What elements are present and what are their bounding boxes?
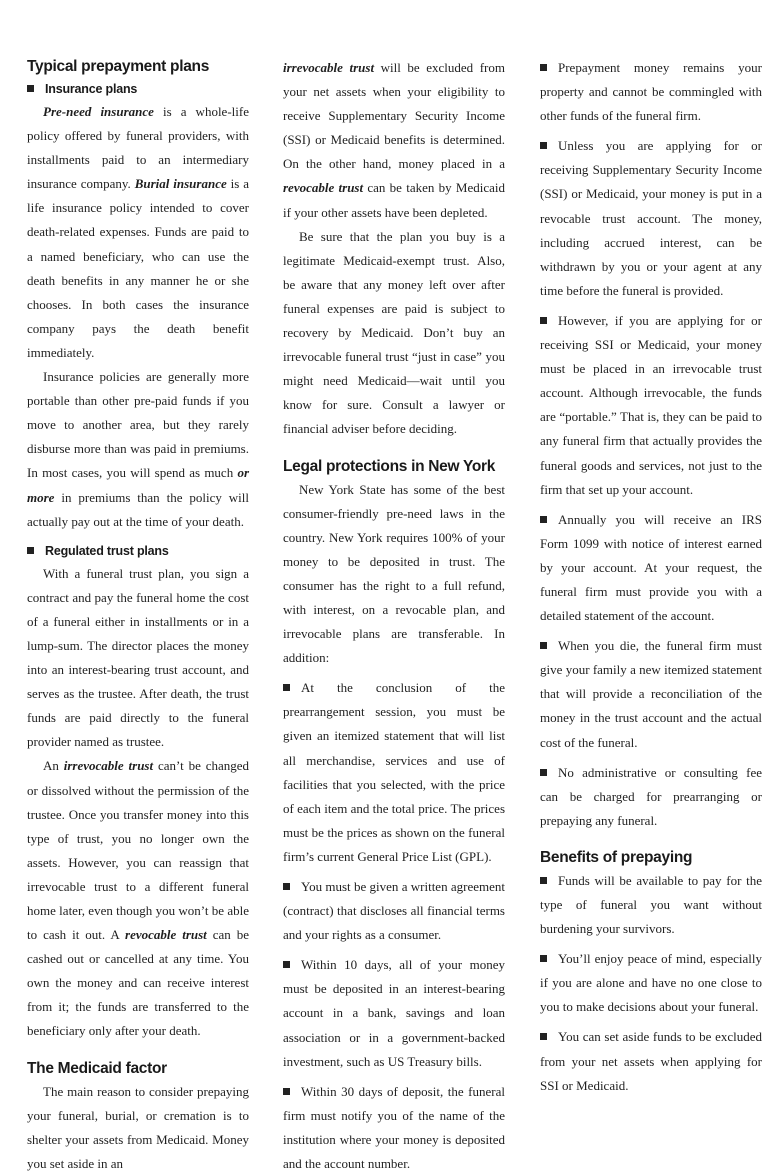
paragraph-regulated-2: An irrevocable trust can’t be changed or dissolved without the permission of the trustee. Once you transfer money into this type of trust, you no longer own the assets. However, you can reassign that irrevocable trust to a different funeral home later, even though you won’t be able to cash it out. A revocable trust can be cashed out or cancelled at any time. You own the money and can receive interest from it; the funds are transferred to the beneficiary only after your death. bbox=[27, 758, 250, 1039]
heading-legal-protections: Legal protections in New York bbox=[283, 457, 496, 475]
list-item: You can set aside funds to be excluded from your net assets when applying for SSI or Medicaid. bbox=[540, 1029, 762, 1093]
square-bullet-icon bbox=[27, 547, 34, 554]
square-bullet-icon bbox=[540, 1033, 547, 1040]
list-item: Annually you will receive an IRS Form 1099 with notice of interest earned by your account. At your request, the funeral firm must provide you with a detailed statement of the account. bbox=[540, 511, 762, 624]
list-item: Prepayment money remains your property and cannot be commingled with other funds of the funeral firm. bbox=[540, 60, 762, 124]
heading-typical-prepayment-plans: Typical prepayment plans bbox=[27, 58, 210, 75]
list-item: You’ll enjoy peace of mind, especially if you are alone and have no one close to you to make decisions about your funeral. bbox=[540, 951, 762, 1015]
subheading-regulated-trust-plans: Regulated trust plans bbox=[27, 540, 249, 562]
square-bullet-icon bbox=[540, 64, 547, 71]
square-bullet-icon bbox=[540, 317, 547, 324]
list-item: Within 10 days, all of your money must be deposited in an interest-bearing account in a bank, savings and loan association or in a government-backed investment, such as US Treasury bills. bbox=[283, 957, 505, 1069]
square-bullet-icon bbox=[540, 516, 547, 523]
square-bullet-icon bbox=[283, 1088, 290, 1095]
square-bullet-icon bbox=[540, 769, 547, 776]
column-2 bbox=[283, 56, 505, 1176]
list-item: Unless you are applying for or receiving Supplementary Security Income (SSI) or Medicaid, your money is put in a revocable trust account. The money, including accrued interest, can be withdrawn by you or your agent at any time before the funeral is provided. bbox=[540, 138, 762, 298]
paragraph-medicaid-1: The main reason to consider prepaying your funeral, burial, or cremation is to shelter your assets from Medicaid. Money you set aside in an bbox=[27, 1083, 249, 1171]
list-item: You must be given a written agreement (contract) that discloses all financial terms and your rights as a consumer. bbox=[283, 879, 505, 943]
paragraph-medicaid-continued: irrevocable trust will be excluded from your net assets when your eligibility to receive Supplementary Security Income (SSI) or Medicaid benefits is determined. On the other hand, money placed in a revocable trust can be taken by Medicaid if your other assets have been depleted. bbox=[283, 60, 505, 220]
paragraph-medicaid-2: Be sure that the plan you buy is a legitimate Medicaid-exempt trust. Also, be aware that any money left over after funeral expenses are paid is subject to recovery by Medicaid. Don’t buy an irrevocable funeral trust “just in case” you might need Medicaid—wait until you know for sure. Consult a lawyer or financial adviser before deciding. bbox=[283, 228, 505, 437]
square-bullet-icon bbox=[283, 883, 290, 890]
list-item: When you die, the funeral firm must give your family a new itemized statement that will provide a reconciliation of the money in the trust account and the actual cost of the funeral. bbox=[540, 638, 762, 750]
square-bullet-icon bbox=[540, 877, 547, 884]
square-bullet-icon bbox=[27, 85, 34, 92]
heading-benefits-of-prepaying: Benefits of prepaying bbox=[540, 848, 693, 866]
list-item: However, if you are applying for or receiving SSI or Medicaid, your money must be placed in an irrevocable trust account. Although irrevocable, the funds are “portable.” That is, they can be paid to any funeral firm that actually provides the funeral goods and services, not just to the firm that set up your account. bbox=[540, 312, 762, 497]
list-item: Funds will be available to pay for the type of funeral you want without burdening your survivors. bbox=[540, 872, 762, 937]
list-item: Within 30 days of deposit, the funeral firm must notify you of the name of the institution where your money is deposited and the account number. bbox=[283, 1083, 505, 1172]
square-bullet-icon bbox=[283, 684, 290, 691]
paragraph-insurance-2: Insurance policies are generally more portable than other pre-paid funds if you move to another area, but they rarely disburse more than was paid in premiums. In most cases, you will spend as much or more in premiums than the policy will actually pay out at the time of your death. bbox=[27, 369, 249, 529]
paragraph-legal-1: New York State has some of the best consumer-friendly pre-need laws in the country. New York requires 100% of your money to be deposited in trust. The consumer has the right to a full refund, with interest, on a revocable plan, and irrevocable plans are transferable. In addition: bbox=[283, 481, 505, 666]
paragraph-regulated-1: With a funeral trust plan, you sign a contract and pay the funeral home the cost of a funeral either in installments or in a lump-sum. The director places the money into an interest-bearing trust account, and serves as the trustee. After death, the trust funds are paid directly to the funeral provider named as trustee. bbox=[27, 565, 249, 750]
square-bullet-icon bbox=[283, 961, 290, 968]
heading-medicaid-factor: The Medicaid factor bbox=[27, 1059, 167, 1077]
square-bullet-icon bbox=[540, 142, 547, 149]
column-1 bbox=[27, 56, 249, 1176]
paragraph-insurance-1: Pre-need insurance is a whole-life policy offered by funeral providers, with installments paid to an intermediary insurance company. Burial insurance is a life insurance policy intended to cover death-related expenses. Funds are paid to a named beneficiary, who can use the death benefits in any manner he or she chooses. In both cases the insurance company pays the death benefit immediately. bbox=[27, 104, 249, 360]
list-item: At the conclusion of the prearrangement session, you must be given an itemized statement that will list all merchandise, services and use of facilities that you selected, with the price of each item and the total price. The prices must be the prices as shown on the funeral firm’s current General Price List (GPL). bbox=[283, 680, 505, 864]
column-3 bbox=[540, 56, 762, 1098]
square-bullet-icon bbox=[540, 955, 547, 962]
square-bullet-icon bbox=[540, 642, 547, 649]
subheading-insurance-plans: Insurance plans bbox=[27, 78, 249, 100]
list-item: No administrative or consulting fee can be charged for prearranging or prepaying any funeral. bbox=[540, 764, 762, 828]
